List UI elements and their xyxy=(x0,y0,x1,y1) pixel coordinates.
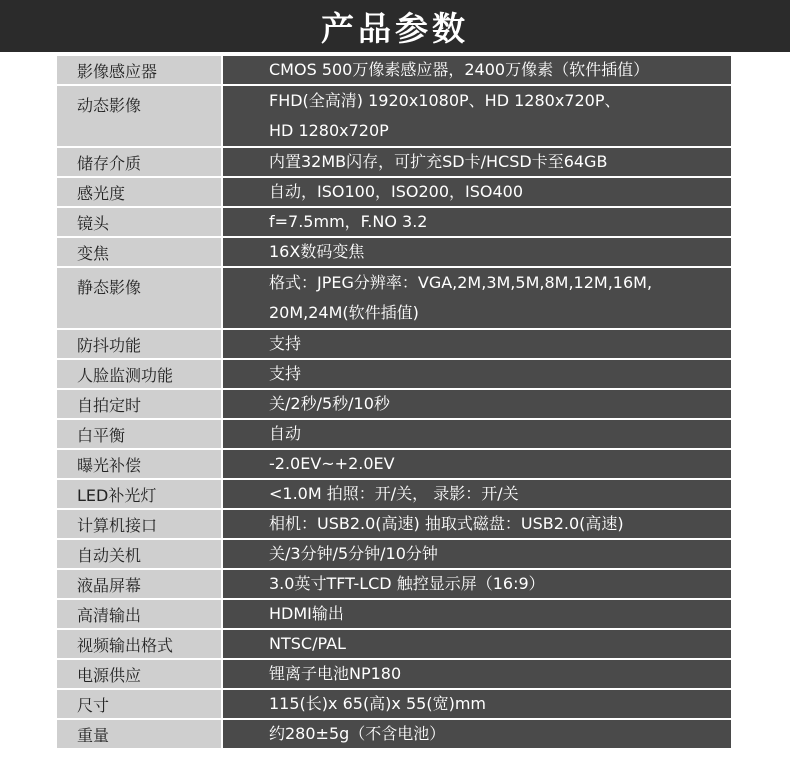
spec-value: 自动 xyxy=(223,420,731,448)
spec-label: 液晶屏幕 xyxy=(57,570,223,598)
table-row xyxy=(57,600,731,630)
table-row xyxy=(57,480,731,510)
spec-label: 变焦 xyxy=(57,238,223,266)
spec-label: 尺寸 xyxy=(57,690,223,718)
spec-value: 关/3分钟/5分钟/10分钟 xyxy=(223,540,731,568)
title-banner xyxy=(0,0,790,52)
spec-label: 高清输出 xyxy=(57,600,223,628)
spec-value-line: 20M,24M(软件插值) xyxy=(269,303,419,322)
spec-label: 自拍定时 xyxy=(57,390,223,418)
spec-label: 人脸监测功能 xyxy=(57,360,223,388)
spec-value-line: 格式：JPEG分辨率：VGA,2M,3M,5M,8M,12M,16M, xyxy=(269,273,653,292)
spec-value: f=7.5mm，F.NO 3.2 xyxy=(223,208,731,236)
spec-label: 曝光补偿 xyxy=(57,450,223,478)
table-row xyxy=(57,238,731,268)
table-row xyxy=(57,268,731,330)
spec-label: 计算机接口 xyxy=(57,510,223,538)
spec-label: 视频输出格式 xyxy=(57,630,223,658)
table-row xyxy=(57,720,731,750)
page-title: 产品参数 xyxy=(321,8,469,48)
spec-label: 重量 xyxy=(57,720,223,748)
spec-label: 自动关机 xyxy=(57,540,223,568)
spec-label: 防抖功能 xyxy=(57,330,223,358)
table-row xyxy=(57,148,731,178)
spec-label: 白平衡 xyxy=(57,420,223,448)
spec-value: 自动，ISO100，ISO200，ISO400 xyxy=(223,178,731,206)
spec-value: <1.0M 拍照：开/关， 录影：开/关 xyxy=(223,480,731,508)
table-row xyxy=(57,570,731,600)
spec-label: LED补光灯 xyxy=(57,480,223,508)
spec-value: 约280±5g（不含电池） xyxy=(223,720,731,748)
table-row xyxy=(57,390,731,420)
spec-value: 关/2秒/5秒/10秒 xyxy=(223,390,731,418)
spec-label: 影像感应器 xyxy=(57,56,223,84)
table-row xyxy=(57,330,731,360)
table-row xyxy=(57,540,731,570)
table-row xyxy=(57,420,731,450)
spec-value-line: HD 1280x720P xyxy=(269,121,389,140)
table-row xyxy=(57,56,731,86)
spec-value: 16X数码变焦 xyxy=(223,238,731,266)
spec-value xyxy=(223,86,731,146)
spec-table xyxy=(57,56,731,750)
spec-value: 3.0英寸TFT-LCD 触控显示屏（16:9） xyxy=(223,570,731,598)
table-row xyxy=(57,510,731,540)
spec-value: CMOS 500万像素感应器，2400万像素（软件插值） xyxy=(223,56,731,84)
table-row xyxy=(57,360,731,390)
spec-value: 支持 xyxy=(223,330,731,358)
spec-value: NTSC/PAL xyxy=(223,630,731,658)
table-row xyxy=(57,208,731,238)
table-row xyxy=(57,178,731,208)
spec-value: 相机：USB2.0(高速) 抽取式磁盘：USB2.0(高速) xyxy=(223,510,731,538)
spec-label: 动态影像 xyxy=(57,86,223,146)
spec-value: HDMI输出 xyxy=(223,600,731,628)
table-row xyxy=(57,86,731,148)
spec-value: -2.0EV~+2.0EV xyxy=(223,450,731,478)
table-row xyxy=(57,660,731,690)
spec-label: 电源供应 xyxy=(57,660,223,688)
table-row xyxy=(57,690,731,720)
spec-label: 感光度 xyxy=(57,178,223,206)
spec-value: 115(长)x 65(高)x 55(宽)mm xyxy=(223,690,731,718)
spec-label: 镜头 xyxy=(57,208,223,236)
spec-label: 静态影像 xyxy=(57,268,223,328)
table-row xyxy=(57,630,731,660)
spec-label: 储存介质 xyxy=(57,148,223,176)
spec-value: 锂离子电池NP180 xyxy=(223,660,731,688)
table-row xyxy=(57,450,731,480)
spec-value xyxy=(223,268,731,328)
spec-value: 内置32MB闪存，可扩充SD卡/HCSD卡至64GB xyxy=(223,148,731,176)
spec-value: 支持 xyxy=(223,360,731,388)
spec-value-line: FHD(全高清) 1920x1080P、HD 1280x720P、 xyxy=(269,91,621,110)
